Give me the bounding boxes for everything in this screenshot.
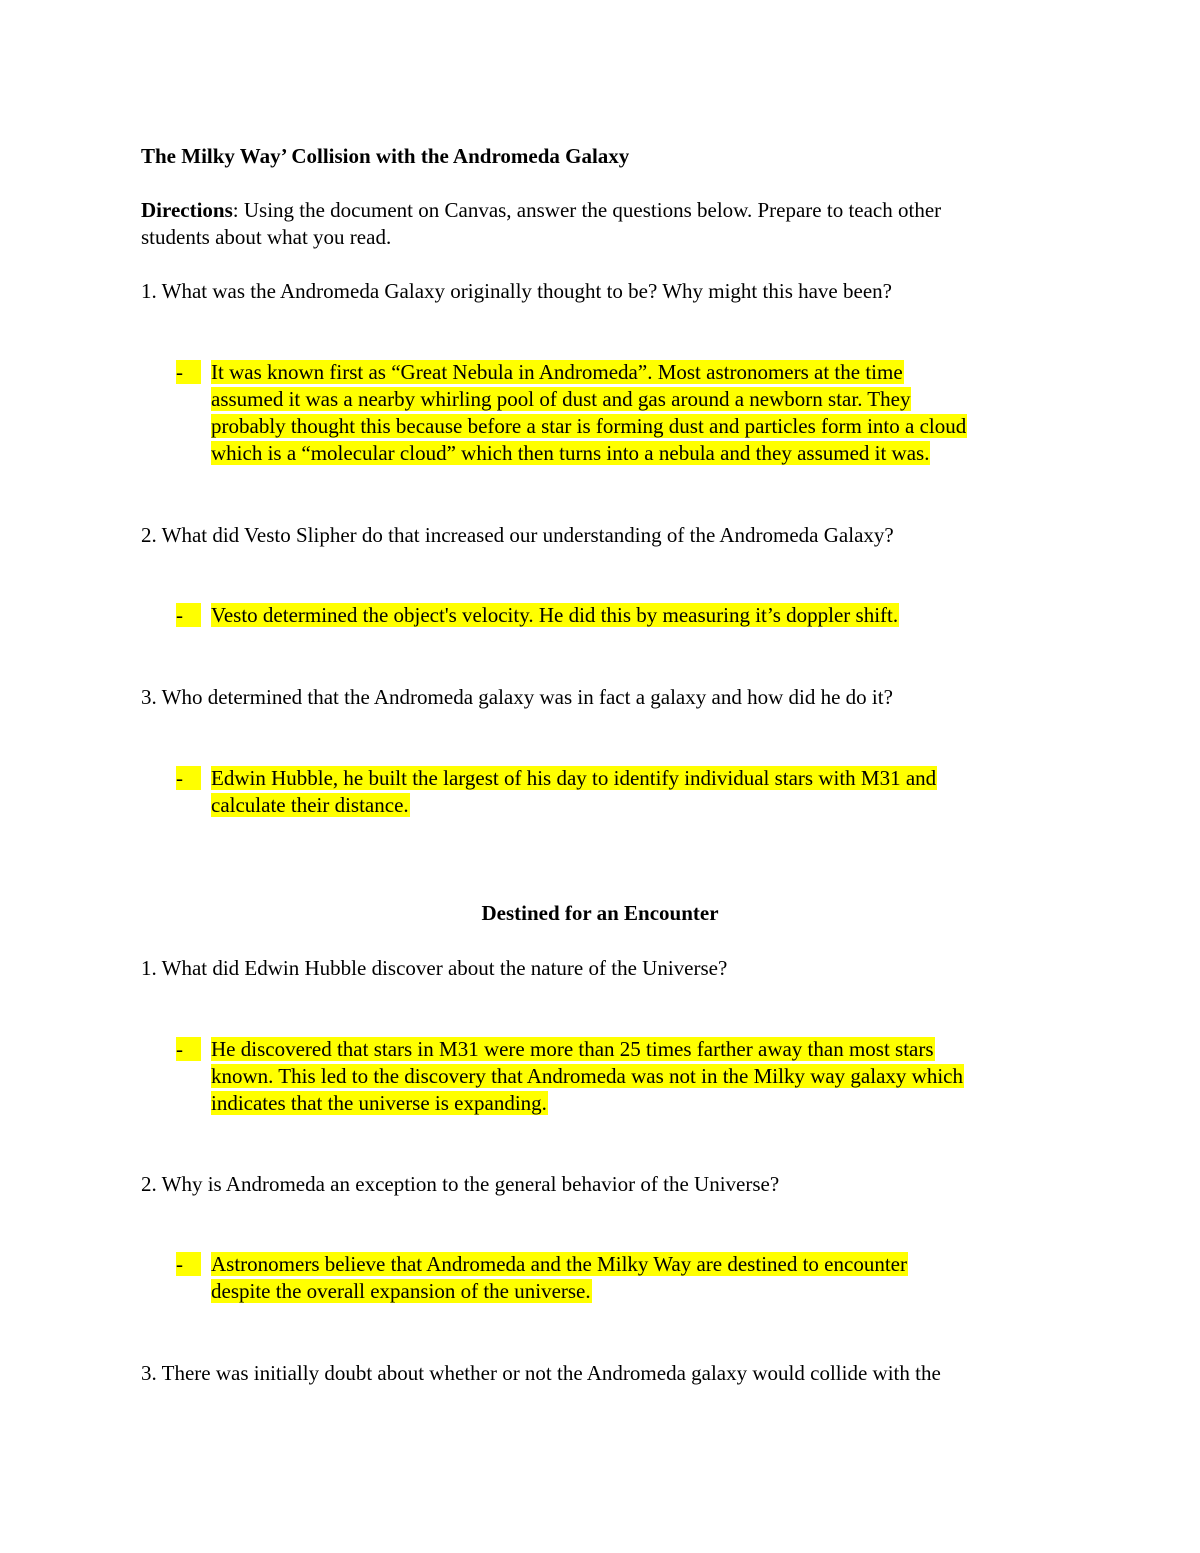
bullet-dash: - — [176, 359, 201, 386]
answer-line: known. This led to the discovery that Andromeda was not in the Milky way galaxy which — [211, 1064, 963, 1088]
question-2-1: 1. What did Edwin Hubble discover about the nature of the Universe? — [141, 956, 728, 980]
answer-line: Vesto determined the object's velocity. He did this by measuring it’s doppler shift. — [211, 603, 899, 627]
directions-label: Directions — [141, 198, 233, 222]
answer-line: He discovered that stars in M31 were more than 25 times farther away than most stars — [211, 1037, 934, 1061]
bullet-dash: - — [176, 602, 201, 629]
answer-line: Edwin Hubble, he built the largest of his day to identify individual stars with M31 and — [211, 766, 937, 790]
question-2-2: 2. Why is Andromeda an exception to the general behavior of the Universe? — [141, 1172, 780, 1196]
question-2-3: 3. There was initially doubt about whether or not the Andromeda galaxy would collide with the — [141, 1361, 941, 1385]
document-title: The Milky Way’ Collision with the Andromeda Galaxy — [141, 144, 630, 168]
answer-line: indicates that the universe is expanding. — [211, 1091, 547, 1115]
bullet-dash: - — [176, 765, 201, 792]
answer-line: despite the overall expansion of the universe. — [211, 1279, 591, 1303]
bullet-dash: - — [176, 1036, 201, 1063]
answer-line: assumed it was a nearby whirling pool of dust and gas around a newborn star. They — [211, 387, 911, 411]
answer-line: It was known first as “Great Nebula in Andromeda”. Most astronomers at the time — [211, 360, 903, 384]
directions-line-2: students about what you read. — [141, 225, 392, 249]
section-heading: Destined for an Encounter — [481, 901, 719, 925]
answer-line: which is a “molecular cloud” which then turns into a nebula and they assumed it was. — [211, 441, 930, 465]
answer-line: calculate their distance. — [211, 793, 409, 817]
directions-text-1: : Using the document on Canvas, answer the questions below. Prepare to teach other — [232, 198, 942, 222]
answer-line: Astronomers believe that Andromeda and the Milky Way are destined to encounter — [211, 1252, 907, 1276]
answer-line: probably thought this because before a star is forming dust and particles form into a cloud — [211, 414, 967, 438]
bullet-dash: - — [176, 1251, 201, 1278]
question-1-3: 3. Who determined that the Andromeda galaxy was in fact a galaxy and how did he do it? — [141, 685, 893, 709]
directions-line-1 — [141, 197, 941, 224]
question-1-1: 1. What was the Andromeda Galaxy originally thought to be? Why might this have been? — [141, 279, 892, 303]
question-1-2: 2. What did Vesto Slipher do that increased our understanding of the Andromeda Galaxy? — [141, 523, 894, 547]
